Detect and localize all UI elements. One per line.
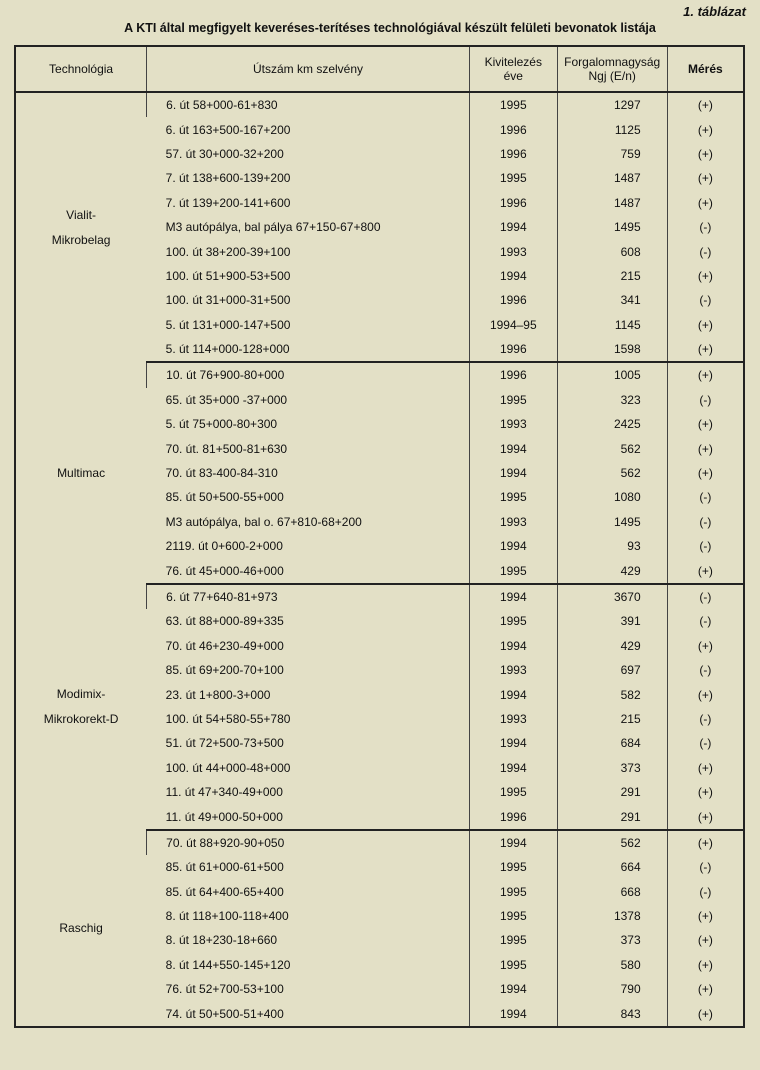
road-cell: 2119. út 0+600-2+000 [165, 539, 283, 554]
header-year: Kivitelezés éve [469, 46, 557, 92]
year-cell: 1994–95 [469, 313, 557, 337]
traffic-cell: 1125 [557, 117, 667, 141]
road-cell: 5. út 114+000-128+000 [147, 337, 470, 362]
year-cell: 1994 [469, 584, 557, 609]
year-cell: 1995 [469, 485, 557, 509]
year-cell: 1995 [469, 855, 557, 879]
year-cell: 1995 [469, 609, 557, 633]
table-body [15, 92, 744, 1027]
year-cell: 1993 [469, 239, 557, 263]
traffic-cell: 429 [557, 634, 667, 658]
measurement-cell: (-) [667, 855, 744, 879]
year-cell: 1994 [469, 830, 557, 855]
traffic-cell: 391 [557, 609, 667, 633]
traffic-cell: 341 [557, 288, 667, 312]
road-cell: 70. út 83-400-84-310 [165, 466, 278, 481]
traffic-cell: 429 [557, 558, 667, 583]
year-cell: 1993 [469, 658, 557, 682]
year-cell: 1995 [469, 880, 557, 904]
technology-label: Vialit- Mikrobelag [51, 208, 111, 247]
traffic-cell: 1598 [557, 337, 667, 362]
road-cell: 85. út 61+000-61+500 [165, 860, 284, 875]
table-row [15, 830, 744, 855]
road-cell: 70. út. 81+500-81+630 [165, 441, 288, 456]
measurement-cell: (-) [667, 510, 744, 534]
road-cell: 85. út 64+400-65+400 [165, 884, 284, 899]
road-cell: 85. út 50+500-55+000 [165, 490, 284, 505]
measurement-cell: (+) [667, 92, 744, 117]
technology-label: Multimac [57, 465, 106, 480]
measurement-cell: (+) [667, 436, 744, 460]
road-cell: 74. út 50+500-51+400 [165, 1006, 284, 1021]
traffic-cell: 608 [557, 239, 667, 263]
measurement-cell: (+) [667, 264, 744, 288]
year-cell: 1995 [469, 92, 557, 117]
traffic-cell: 1487 [557, 166, 667, 190]
traffic-cell: 1495 [557, 510, 667, 534]
year-cell: 1994 [469, 264, 557, 288]
table-header-row [15, 46, 744, 92]
header-traffic: Forgalomnagyság Ngj (E/n) [557, 46, 667, 92]
year-cell: 1995 [469, 928, 557, 952]
technology-cell [15, 92, 147, 362]
header-road: Útszám km szelvény [147, 46, 470, 92]
technology-cell [15, 362, 147, 584]
measurement-cell: (+) [667, 117, 744, 141]
road-cell: M3 autópálya, bal pálya 67+150-67+800 [165, 220, 381, 235]
measurement-cell: (+) [667, 804, 744, 829]
header-technology: Technológia [15, 46, 147, 92]
measurement-cell: (-) [667, 880, 744, 904]
measurement-cell: (+) [667, 682, 744, 706]
traffic-cell: 1487 [557, 191, 667, 215]
measurement-cell: (+) [667, 362, 744, 387]
road-cell: 5. út 75+000-80+300 [165, 417, 278, 432]
measurement-cell: (+) [667, 904, 744, 928]
road-cell: 70. út 88+920-90+050 [147, 830, 470, 855]
traffic-cell: 697 [557, 658, 667, 682]
header-measurement: Mérés [667, 46, 744, 92]
measurement-cell: (-) [667, 658, 744, 682]
traffic-cell: 562 [557, 436, 667, 460]
traffic-cell: 759 [557, 142, 667, 166]
traffic-cell: 93 [557, 534, 667, 558]
measurement-cell: (+) [667, 461, 744, 485]
traffic-cell: 580 [557, 953, 667, 977]
year-cell: 1995 [469, 558, 557, 583]
road-cell: 7. út 139+200-141+600 [165, 195, 291, 210]
traffic-cell: 1005 [557, 362, 667, 387]
traffic-cell: 1145 [557, 313, 667, 337]
measurement-cell: (+) [667, 634, 744, 658]
traffic-cell: 582 [557, 682, 667, 706]
year-cell: 1996 [469, 804, 557, 829]
road-cell: 7. út 138+600-139+200 [165, 171, 291, 186]
traffic-cell: 373 [557, 928, 667, 952]
traffic-cell: 1495 [557, 215, 667, 239]
measurement-cell: (+) [667, 191, 744, 215]
road-cell: M3 autópálya, bal o. 67+810-68+200 [165, 514, 362, 529]
year-cell: 1995 [469, 904, 557, 928]
road-cell: 100. út 31+000-31+500 [165, 293, 291, 308]
measurement-cell: (+) [667, 830, 744, 855]
measurement-cell: (-) [667, 239, 744, 263]
road-cell: 8. út 144+550-145+120 [165, 957, 291, 972]
road-cell: 10. út 76+900-80+000 [147, 362, 470, 387]
traffic-cell: 790 [557, 977, 667, 1001]
year-cell: 1993 [469, 707, 557, 731]
measurement-cell: (+) [667, 953, 744, 977]
table-row [15, 584, 744, 609]
traffic-cell: 323 [557, 388, 667, 412]
road-cell: 65. út 35+000 -37+000 [165, 392, 288, 407]
measurement-cell: (+) [667, 313, 744, 337]
measurement-cell: (-) [667, 534, 744, 558]
measurement-cell: (+) [667, 412, 744, 436]
road-cell: 11. út 47+340-49+000 [165, 785, 283, 800]
road-cell: 23. út 1+800-3+000 [165, 687, 271, 702]
traffic-cell: 562 [557, 830, 667, 855]
measurement-cell: (+) [667, 977, 744, 1001]
road-cell: 100. út 44+000-48+000 [165, 760, 291, 775]
traffic-cell: 291 [557, 780, 667, 804]
measurement-cell: (-) [667, 707, 744, 731]
measurement-cell: (+) [667, 337, 744, 362]
year-cell: 1996 [469, 117, 557, 141]
table-number: 1. táblázat [683, 4, 746, 19]
table-title: A KTI által megfigyelt keveréses-terítéses technológiával készült felületi bevonatok listája [124, 21, 656, 35]
year-cell: 1995 [469, 388, 557, 412]
traffic-cell: 215 [557, 707, 667, 731]
year-cell: 1994 [469, 461, 557, 485]
road-cell: 100. út 51+900-53+500 [165, 268, 291, 283]
road-cell: 85. út 69+200-70+100 [165, 663, 284, 678]
road-cell: 6. út 58+000-61+830 [147, 92, 470, 117]
year-cell: 1996 [469, 337, 557, 362]
road-cell: 6. út 77+640-81+973 [147, 584, 470, 609]
technology-table [14, 45, 745, 1028]
measurement-cell: (+) [667, 166, 744, 190]
year-cell: 1994 [469, 682, 557, 706]
road-cell: 11. út 49+000-50+000 [147, 804, 470, 829]
traffic-cell: 215 [557, 264, 667, 288]
traffic-cell: 684 [557, 731, 667, 755]
measurement-cell: (+) [667, 928, 744, 952]
traffic-cell: 664 [557, 855, 667, 879]
technology-label: Modimix- Mikrokorekt-D [43, 687, 119, 726]
road-cell: 6. út 163+500-167+200 [165, 122, 291, 137]
measurement-cell: (+) [667, 558, 744, 583]
measurement-cell: (-) [667, 584, 744, 609]
road-cell: 8. út 118+100-118+400 [165, 909, 289, 924]
measurement-cell: (-) [667, 731, 744, 755]
road-cell: 100. út 38+200-39+100 [165, 244, 291, 259]
year-cell: 1994 [469, 215, 557, 239]
road-cell: 5. út 131+000-147+500 [165, 317, 291, 332]
traffic-cell: 291 [557, 804, 667, 829]
year-cell: 1996 [469, 142, 557, 166]
traffic-cell: 1297 [557, 92, 667, 117]
year-cell: 1995 [469, 166, 557, 190]
measurement-cell: (+) [667, 780, 744, 804]
technology-label: Raschig [59, 920, 103, 935]
road-cell: 57. út 30+000-32+200 [165, 146, 284, 161]
traffic-cell: 1080 [557, 485, 667, 509]
year-cell: 1994 [469, 534, 557, 558]
year-cell: 1995 [469, 953, 557, 977]
measurement-cell: (+) [667, 142, 744, 166]
traffic-cell: 2425 [557, 412, 667, 436]
traffic-cell: 562 [557, 461, 667, 485]
year-cell: 1994 [469, 731, 557, 755]
year-cell: 1993 [469, 412, 557, 436]
measurement-cell: (-) [667, 215, 744, 239]
measurement-cell: (-) [667, 288, 744, 312]
year-cell: 1994 [469, 436, 557, 460]
road-cell: 51. út 72+500-73+500 [165, 736, 284, 751]
year-cell: 1996 [469, 288, 557, 312]
measurement-cell: (+) [667, 1001, 744, 1026]
measurement-cell: (-) [667, 388, 744, 412]
year-cell: 1994 [469, 756, 557, 780]
road-cell: 70. út 46+230-49+000 [165, 638, 284, 653]
measurement-cell: (+) [667, 756, 744, 780]
road-cell: 76. út 45+000-46+000 [147, 558, 470, 583]
measurement-cell: (-) [667, 609, 744, 633]
technology-cell [15, 584, 147, 830]
road-cell: 63. út 88+000-89+335 [165, 614, 284, 629]
year-cell: 1995 [469, 780, 557, 804]
table-row [15, 92, 744, 117]
traffic-cell: 668 [557, 880, 667, 904]
traffic-cell: 843 [557, 1001, 667, 1026]
road-cell: 76. út 52+700-53+100 [165, 982, 284, 997]
road-cell: 8. út 18+230-18+660 [165, 933, 278, 948]
traffic-cell: 3670 [557, 584, 667, 609]
road-cell: 100. út 54+580-55+780 [165, 711, 291, 726]
traffic-cell: 1378 [557, 904, 667, 928]
year-cell: 1993 [469, 510, 557, 534]
year-cell: 1994 [469, 634, 557, 658]
table-row [15, 362, 744, 387]
traffic-cell: 373 [557, 756, 667, 780]
year-cell: 1994 [469, 1001, 557, 1026]
measurement-cell: (-) [667, 485, 744, 509]
year-cell: 1996 [469, 191, 557, 215]
technology-cell [15, 830, 147, 1027]
year-cell: 1994 [469, 977, 557, 1001]
year-cell: 1996 [469, 362, 557, 387]
